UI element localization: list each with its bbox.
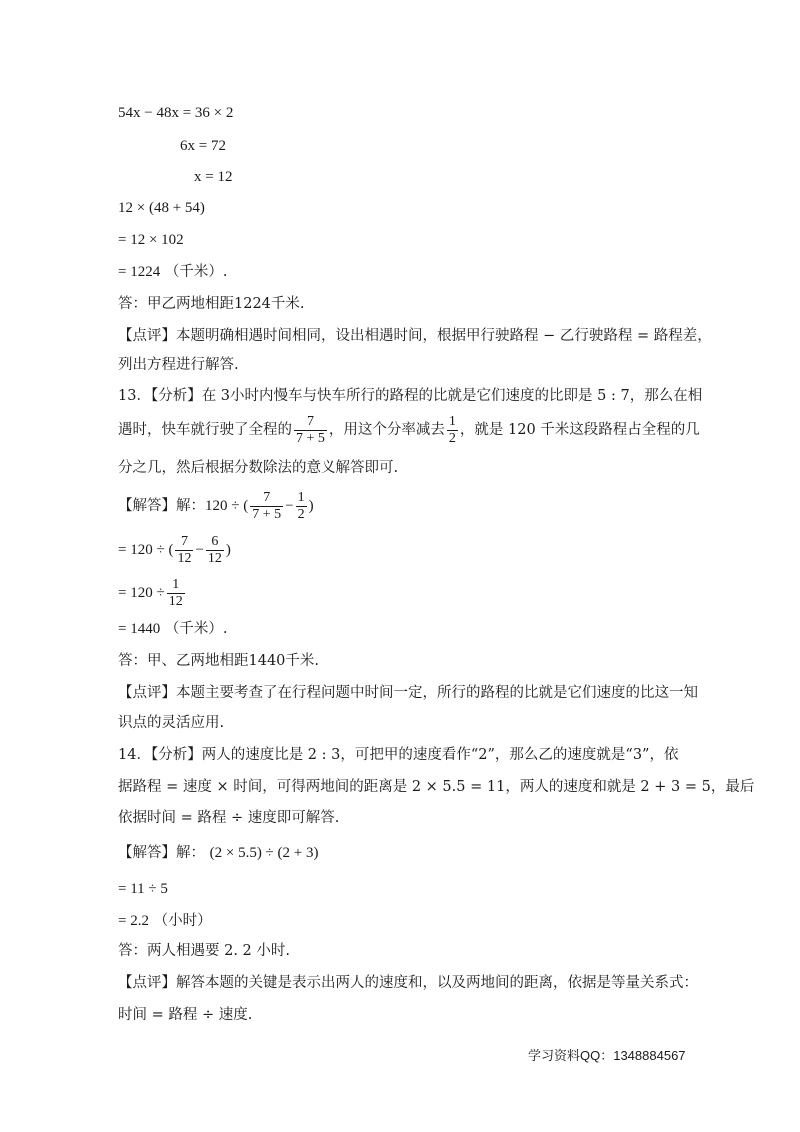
unit-label: （小时） bbox=[153, 913, 212, 929]
comment-line: 时间 = 路程 ÷ 速度. bbox=[118, 1007, 253, 1023]
expr: (2 × 5.5) ÷ (2 + 3) bbox=[209, 845, 319, 861]
solution-label: 【解答】解： bbox=[118, 845, 205, 861]
answer-line: 答：两人相遇要 2. 2 小时. bbox=[118, 943, 290, 959]
text: ，就是 120 千米这段路程占全程的几 bbox=[459, 422, 700, 438]
solution-line bbox=[118, 843, 319, 863]
analysis-line: 依据时间 = 路程 ÷ 速度即可解答. bbox=[118, 810, 340, 826]
equation-line: 12 × (48 + 54) bbox=[118, 200, 205, 216]
solution-label: 【解答】解： bbox=[118, 498, 205, 514]
numerator: 1 bbox=[167, 577, 185, 594]
denominator: 12 bbox=[177, 550, 192, 566]
denominator: 2 bbox=[297, 506, 305, 522]
value: = 2.2 bbox=[118, 913, 149, 929]
text: 遇时，快车就行驶了全程的 bbox=[118, 422, 292, 438]
numerator: 7 bbox=[250, 490, 283, 507]
equation-line bbox=[118, 571, 187, 615]
analysis-line: 分之几，然后根据分数除法的意义解答即可. bbox=[118, 460, 399, 476]
solution-line bbox=[118, 484, 314, 528]
equation-line: x = 12 bbox=[194, 169, 233, 185]
value: = 1440 bbox=[118, 621, 161, 637]
denominator: 7 + 5 bbox=[252, 506, 282, 522]
expr: ) bbox=[225, 542, 231, 558]
fraction bbox=[296, 490, 307, 523]
equation-line: 54x − 48x = 36 × 2 bbox=[118, 105, 234, 121]
footer-contact: 学习资料QQ：1348884567 bbox=[528, 1048, 686, 1063]
fraction bbox=[447, 414, 458, 447]
equation-line: = 12 × 102 bbox=[118, 232, 184, 248]
comment-line: 识点的灵活应用. bbox=[118, 715, 225, 731]
analysis-line: 据路程 = 速度 × 时间，可得两地间的距离是 2 × 5.5 = 11，两人的速度和就是 2 + 3 = 5，最后 bbox=[118, 779, 755, 795]
denominator: 12 bbox=[207, 550, 222, 566]
unit-label: （千米）. bbox=[164, 621, 228, 637]
fraction bbox=[294, 414, 327, 447]
denominator: 7 + 5 bbox=[296, 430, 325, 446]
equation-line bbox=[118, 911, 212, 931]
answer-line: 答：甲乙两地相距1224千米. bbox=[118, 296, 305, 312]
equation-line: = 11 ÷ 5 bbox=[118, 881, 168, 897]
numerator: 7 bbox=[175, 534, 193, 551]
expr: = 120 ÷ bbox=[118, 585, 165, 601]
fraction bbox=[175, 534, 193, 567]
numerator: 7 bbox=[294, 414, 327, 431]
denominator: 12 bbox=[168, 593, 183, 609]
denominator: 2 bbox=[448, 430, 456, 446]
answer-line: 答：甲、乙两地相距1440千米. bbox=[118, 653, 320, 669]
comment-line: 【点评】解答本题的关键是表示出两人的速度和，以及两地间的距离，依据是等量关系式： bbox=[118, 975, 698, 991]
expr: ) bbox=[308, 498, 314, 514]
equation-line bbox=[118, 528, 231, 572]
expr: 120 ÷ ( bbox=[205, 498, 249, 514]
numerator: 1 bbox=[448, 413, 456, 429]
text: ，用这个分率减去 bbox=[328, 422, 445, 438]
value: = 1224 bbox=[118, 264, 161, 280]
analysis-line bbox=[118, 408, 700, 452]
fraction bbox=[250, 490, 283, 523]
comment-line: 【点评】本题主要考查了在行程问题中时间一定，所行的路程的比就是它们速度的比这一知 bbox=[118, 685, 698, 701]
unit-label: （千米）. bbox=[164, 264, 228, 280]
numerator: 1 bbox=[297, 489, 305, 505]
equation-line: 6x = 72 bbox=[180, 138, 226, 154]
comment-line: 【点评】本题明确相遇时间相同，设出相遇时间，根据甲行驶路程 − 乙行驶路程 = 路程差， bbox=[118, 328, 712, 344]
numerator: 6 bbox=[206, 534, 224, 551]
fraction bbox=[167, 577, 185, 610]
operator: − bbox=[285, 498, 294, 514]
equation-line bbox=[118, 262, 227, 282]
operator: − bbox=[195, 542, 204, 558]
equation-line bbox=[118, 619, 227, 639]
analysis-line: 14．【分析】两人的速度比是 2 : 3，可把甲的速度看作“2”，那么乙的速度就是“3”，依 bbox=[118, 747, 679, 763]
fraction bbox=[206, 534, 224, 567]
comment-line: 列出方程进行解答. bbox=[118, 357, 239, 373]
analysis-line: 13．【分析】在 3小时内慢车与快车所行的路程的比就是它们速度的比即是 5 : 7，那么在相 bbox=[118, 388, 703, 404]
expr: = 120 ÷ ( bbox=[118, 542, 174, 558]
